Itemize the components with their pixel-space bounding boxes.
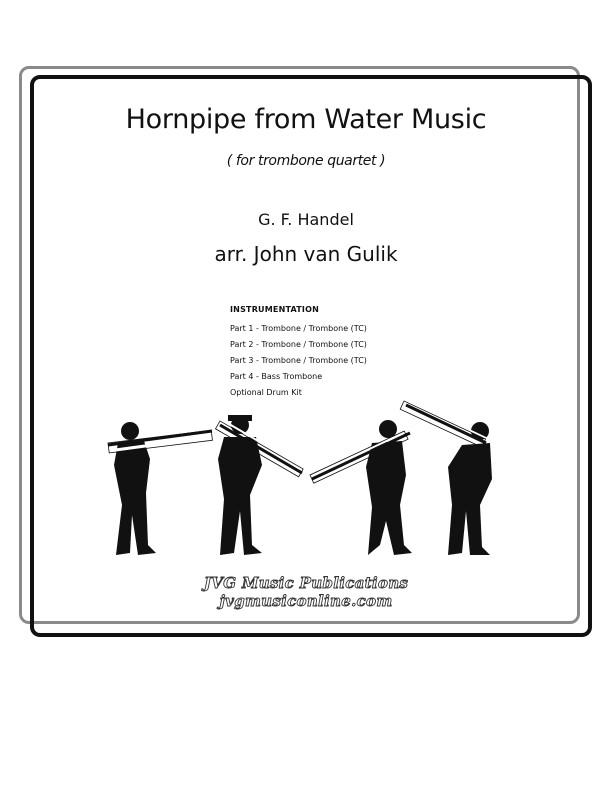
instrumentation-part: Part 1 - Trombone / Trombone (TC) [230, 324, 367, 333]
trombone-player-3-icon [310, 420, 412, 555]
trombone-players-silhouette-icon [100, 395, 500, 565]
instrumentation-part: Part 2 - Trombone / Trombone (TC) [230, 340, 367, 349]
instrumentation-list [230, 305, 430, 401]
trombone-player-1-icon [108, 422, 212, 555]
publisher-website: jvgmusiconline.com [219, 592, 393, 610]
trombone-player-2-icon [216, 415, 307, 555]
arranger-name: arr. John van Gulik [214, 242, 398, 266]
instrumentation-part: Part 3 - Trombone / Trombone (TC) [230, 356, 367, 365]
instrumentation-part: Optional Drum Kit [230, 388, 302, 397]
instrumentation-part: Part 4 - Bass Trombone [230, 372, 323, 381]
subtitle: ( for trombone quartet ) [226, 153, 386, 169]
page-title: Hornpipe from Water Music [125, 104, 487, 135]
composer-name: G. F. Handel [258, 210, 354, 229]
trombone-player-4-icon [400, 401, 492, 555]
publisher-name: JVG Music Publications [203, 574, 409, 592]
instrumentation-heading: INSTRUMENTATION [230, 305, 320, 314]
